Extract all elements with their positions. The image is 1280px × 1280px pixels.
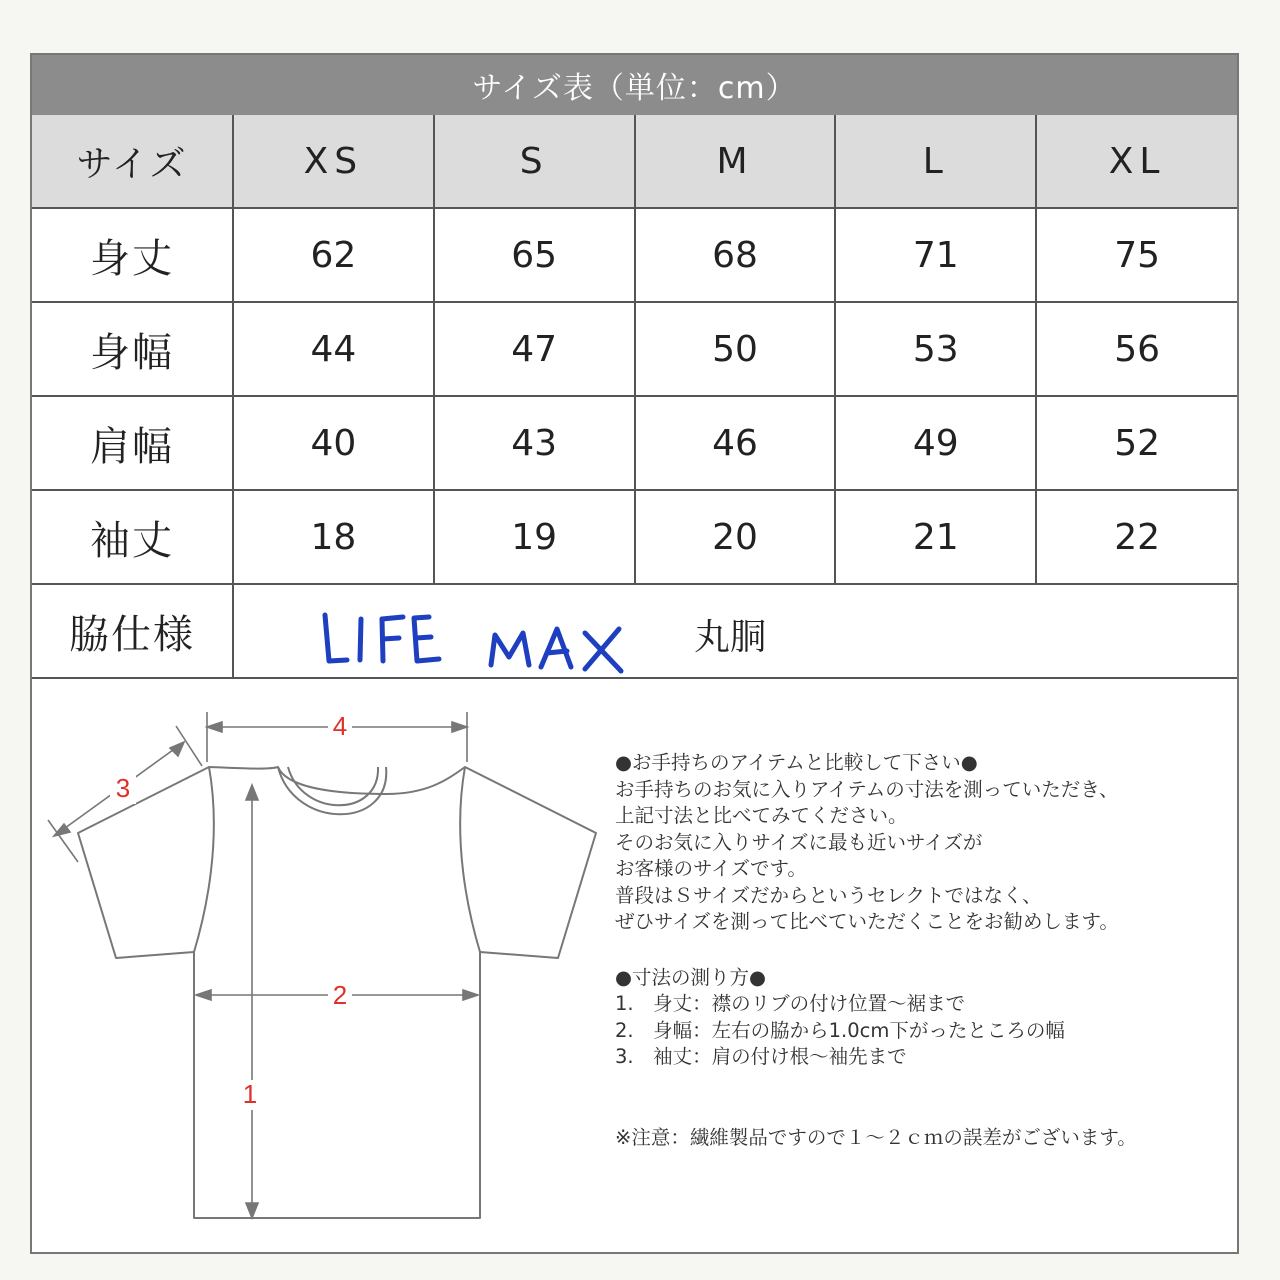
header-cell-s: S xyxy=(434,115,635,208)
handwriting-life-max xyxy=(319,605,639,675)
row-label: 肩幅 xyxy=(32,396,233,490)
table-row-side-spec xyxy=(32,584,1237,678)
table-cell: 19 xyxy=(434,490,635,584)
dimension-label-4: 4 xyxy=(332,711,348,741)
header-cell-xl: XL xyxy=(1036,115,1237,208)
table-row-shoulder-width xyxy=(32,396,1237,490)
table-cell: 44 xyxy=(233,302,434,396)
compare-line: 普段はＳサイズだからというセレクトではなく、 xyxy=(615,883,1042,907)
dimension-labels xyxy=(110,711,352,1110)
table-cell: 49 xyxy=(835,396,1036,490)
table-cell: 47 xyxy=(434,302,635,396)
side-spec-cell xyxy=(233,584,1237,678)
header-cell-xs: XS xyxy=(233,115,434,208)
compare-line: そのお気に入りサイズに最も近いサイズが xyxy=(615,830,983,854)
table-cell: 40 xyxy=(233,396,434,490)
header-cell-l: L xyxy=(835,115,1036,208)
table-row-body-length xyxy=(32,208,1237,302)
header-cell-m: M xyxy=(635,115,836,208)
table-cell: 43 xyxy=(434,396,635,490)
measure-line: 1. 身丈：襟のリブの付け位置～裾まで xyxy=(615,992,966,1015)
table-cell: 71 xyxy=(835,208,1036,302)
caution-note: ※注意：繊維製品ですので１～２ｃｍの誤差がございます。 xyxy=(615,1125,1137,1149)
tshirt-diagram xyxy=(32,690,602,1250)
measure-heading: ●寸法の測り方● xyxy=(615,965,767,989)
dimension-label-2: 2 xyxy=(332,980,348,1010)
table-cell: 21 xyxy=(835,490,1036,584)
measure-line: 3. 袖丈：肩の付け根～袖先まで xyxy=(615,1045,907,1068)
header-cell-size: サイズ xyxy=(32,115,233,208)
table-cell: 22 xyxy=(1036,490,1237,584)
table-row-body-width xyxy=(32,302,1237,396)
table-cell: 18 xyxy=(233,490,434,584)
table-cell: 20 xyxy=(635,490,836,584)
size-chart xyxy=(30,53,1239,1254)
size-notes xyxy=(615,750,1235,1151)
row-label: 身丈 xyxy=(32,208,233,302)
row-label: 身幅 xyxy=(32,302,233,396)
table-cell: 52 xyxy=(1036,396,1237,490)
measure-line: 2. 身幅：左右の脇から1.0cm下がったところの幅 xyxy=(615,1018,1065,1042)
table-cell: 62 xyxy=(233,208,434,302)
compare-line: お客様のサイズです。 xyxy=(615,857,807,880)
compare-line: 上記寸法と比べてみてください。 xyxy=(615,804,908,827)
compare-line: ぜひサイズを測って比べていただくことをお勧めします。 xyxy=(615,910,1119,933)
table-header-row xyxy=(32,115,1237,208)
table-cell: 46 xyxy=(635,396,836,490)
dimension-label-1: 1 xyxy=(242,1079,258,1109)
row-label: 袖丈 xyxy=(32,490,233,584)
table-cell: 53 xyxy=(835,302,1036,396)
side-spec-value: 丸胴 xyxy=(694,617,767,658)
compare-line: お手持ちのお気に入りアイテムの寸法を測っていただき、 xyxy=(615,777,1119,801)
dimension-label-3: 3 xyxy=(115,773,131,803)
compare-heading: ●お手持ちのアイテムと比較して下さい● xyxy=(615,751,978,774)
table-cell: 50 xyxy=(635,302,836,396)
table-cell: 65 xyxy=(434,208,635,302)
size-chart-title: サイズ表（単位：cm） xyxy=(32,55,1237,115)
row-label: 脇仕様 xyxy=(32,584,233,678)
table-cell: 56 xyxy=(1036,302,1237,396)
table-cell: 75 xyxy=(1036,208,1237,302)
table-row-sleeve-length xyxy=(32,490,1237,584)
table-cell: 68 xyxy=(635,208,836,302)
size-table xyxy=(32,115,1237,679)
